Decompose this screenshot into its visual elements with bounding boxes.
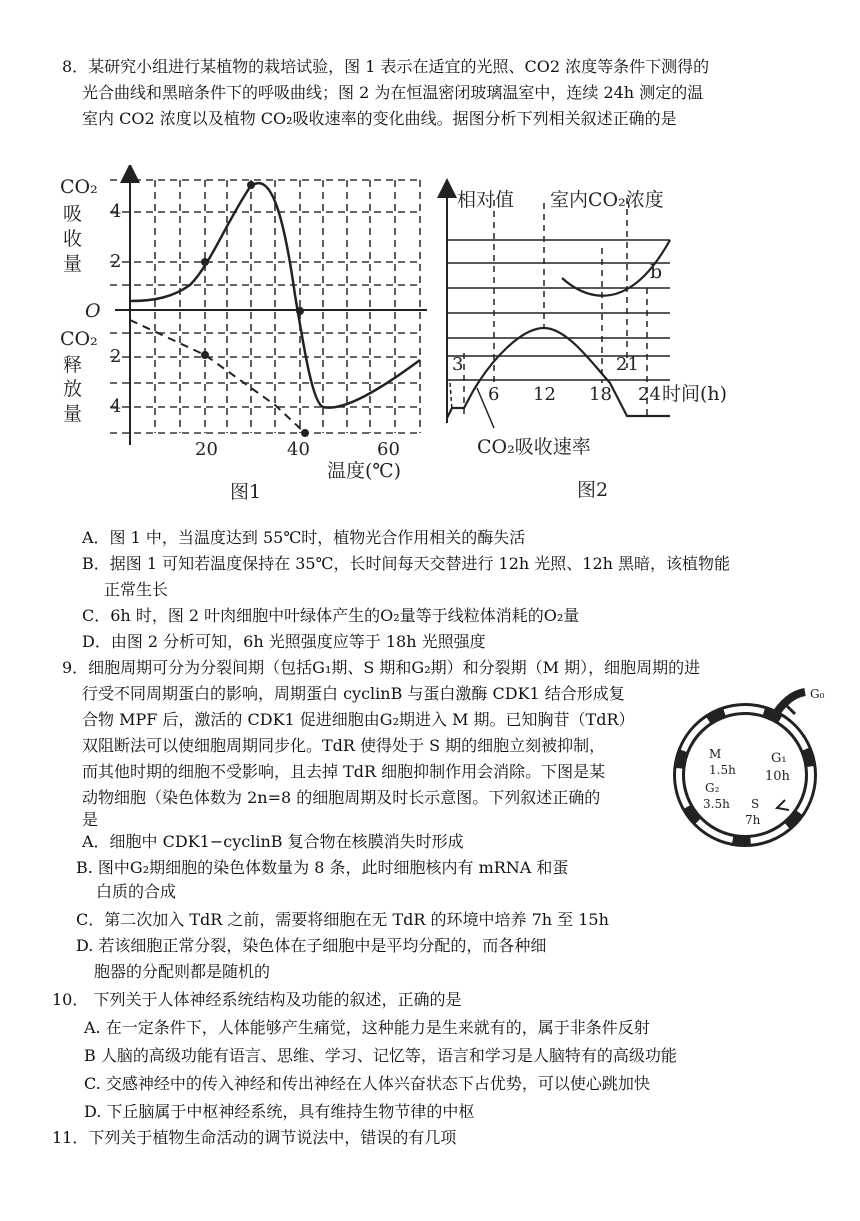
q9-line-1: 9．细胞周期可分为分裂间期（包括G₁期、S 期和G₂期）和分裂期（M 期），细胞周期的进 — [62, 658, 701, 677]
cycle-g0-label: G₀ — [810, 687, 825, 701]
q9-line-5: 而其他时期的细胞不受影响，且去掉 TdR 细胞抑制作用会消除。下图是某 — [82, 762, 606, 781]
fig1-y-top-co2: CO₂ — [60, 176, 98, 198]
q9-line-2: 行受不同周期蛋白的影响，周期蛋白 cyclinB 与蛋白激酶 CDK1 结合形成复 — [82, 684, 625, 703]
fig2-point-b: b — [650, 261, 663, 283]
cycle-g2-time: 3.5h — [703, 797, 730, 811]
cycle-g2-label: G₂ — [705, 781, 720, 795]
q9-line-6: 动物细胞（染色体数为 2n=8 的细胞周期及时长示意图。下列叙述正确的 — [82, 788, 601, 807]
q8-option-a: A．图 1 中，当温度达到 55℃时，植物光合作用相关的酶失活 — [82, 528, 526, 547]
fig2-xtick-18: 18 — [589, 384, 612, 405]
q8-stem-line-2: 光合曲线和黑暗条件下的呼吸曲线；图 2 为在恒温密闭玻璃温室中，连续 24h 测定的温 — [82, 83, 704, 102]
fig2-xtick-3: 3 — [452, 354, 464, 375]
fig1-xtick-40: 40 — [287, 439, 310, 460]
fig1-y-bottom-co2: CO₂ — [60, 328, 98, 350]
fig1-ytick-down-4: 4 — [110, 396, 122, 417]
fig2-xtick-24: 24 — [638, 384, 661, 405]
fig2-ylabel: 相对值 — [457, 189, 515, 211]
cycle-g1-time: 10h — [765, 769, 790, 784]
cycle-m-label: M — [709, 747, 722, 761]
q9-option-b-cont: 白质的合成 — [96, 882, 177, 901]
q9-option-a: A．细胞中 CDK1−cyclinB 复合物在核膜消失时形成 — [82, 832, 464, 851]
q9-option-d-cont: 胞器的分配则都是随机的 — [94, 962, 271, 981]
fig1-y-bottom-char4: 量 — [63, 403, 83, 425]
q8-option-b: B．据图 1 可知若温度保持在 35℃，长时间每天交替进行 12h 光照、12h 黑暗，该植物能 — [82, 554, 731, 573]
q10-stem: 10． 下列关于人体神经系统结构及功能的叙述，正确的是 — [52, 990, 462, 1009]
q8-option-c: C．6h 时，图 2 叶肉细胞中叶绿体产生的O₂量等于线粒体消耗的O₂量 — [82, 606, 580, 625]
q10-option-b: B 人脑的高级功能有语言、思维、学习、记忆等，语言和学习是人脑特有的高级功能 — [84, 1046, 677, 1065]
fig1-ytick-up-2: 2 — [110, 251, 122, 272]
fig1-xlabel: 温度(℃) — [327, 460, 402, 482]
figure-1 — [55, 165, 430, 510]
fig2-curve-label: 室内CO₂浓度 — [550, 189, 664, 211]
q10-option-d: D. 下丘脑属于中枢神经系统，具有维持生物节律的中枢 — [84, 1102, 475, 1121]
fig1-caption: 图1 — [230, 481, 262, 503]
q9-line-7: 是 — [82, 810, 99, 829]
cell-cycle-diagram — [665, 680, 850, 855]
q8-option-d: D．由图 2 分析可知，6h 光照强度应等于 18h 光照强度 — [82, 632, 486, 651]
cycle-g1-label: G₁ — [771, 751, 787, 766]
fig2-xtick-6: 6 — [488, 384, 500, 405]
fig2-xlabel: 时间(h) — [662, 383, 728, 405]
q9-line-4: 双阻断法可以使细胞周期同步化。TdR 使得处于 S 期的细胞立刻被抑制， — [82, 736, 606, 755]
q8-stem-line-3: 室内 CO2 浓度以及植物 CO₂吸收速率的变化曲线。据图分析下列相关叙述正确的是 — [82, 109, 677, 128]
fig1-y-top-char4: 量 — [63, 253, 83, 275]
q9-line-3: 合物 MPF 后，激活的 CDK1 促进细胞由G₂期进入 M 期。已知胸苷（TdR） — [82, 710, 635, 729]
cycle-s-time: 7h — [745, 813, 761, 827]
figure-2 — [432, 178, 737, 508]
fig2-xtick-21: 21 — [616, 354, 639, 375]
fig2-rate-label: CO₂吸收速率 — [477, 436, 591, 458]
q10-option-c: C. 交感神经中的传入神经和传出神经在人体兴奋状态下占优势，可以使心跳加快 — [84, 1074, 650, 1093]
q8-option-b-cont: 正常生长 — [104, 580, 169, 599]
cycle-s-label: S — [751, 797, 760, 811]
q8-stem-line-1: 8．某研究小组进行某植物的栽培试验，图 1 表示在适宜的光照、CO2 浓度等条件下测得的 — [62, 57, 710, 76]
q10-option-a: A. 在一定条件下，人体能够产生痛觉，这种能力是生来就有的，属于非条件反射 — [84, 1018, 650, 1037]
fig1-origin: O — [85, 300, 101, 322]
q9-option-b: B. 图中G₂期细胞的染色体数量为 8 条，此时细胞核内有 mRNA 和蛋 — [76, 858, 569, 877]
fig1-ytick-up-4: 4 — [110, 201, 122, 222]
q9-option-d: D. 若该细胞正常分裂，染色体在子细胞中是平均分配的，而各种细 — [76, 936, 547, 955]
fig1-y-top-char2: 吸 — [63, 203, 83, 225]
cycle-m-time: 1.5h — [709, 763, 736, 777]
q9-option-c: C．第二次加入 TdR 之前，需要将细胞在无 TdR 的环境中培养 7h 至 15h — [76, 910, 609, 929]
fig2-caption: 图2 — [577, 479, 609, 501]
fig1-y-top-char3: 收 — [63, 228, 83, 250]
fig1-xtick-20: 20 — [195, 439, 218, 460]
fig1-y-bottom-char2: 释 — [63, 354, 83, 376]
fig1-xtick-60: 60 — [377, 439, 400, 460]
fig1-ytick-down-2: 2 — [110, 346, 122, 367]
q11-stem: 11．下列关于植物生命活动的调节说法中，错误的有几项 — [52, 1128, 457, 1147]
fig1-y-bottom-char3: 放 — [63, 378, 83, 400]
fig2-xtick-12: 12 — [533, 384, 556, 405]
